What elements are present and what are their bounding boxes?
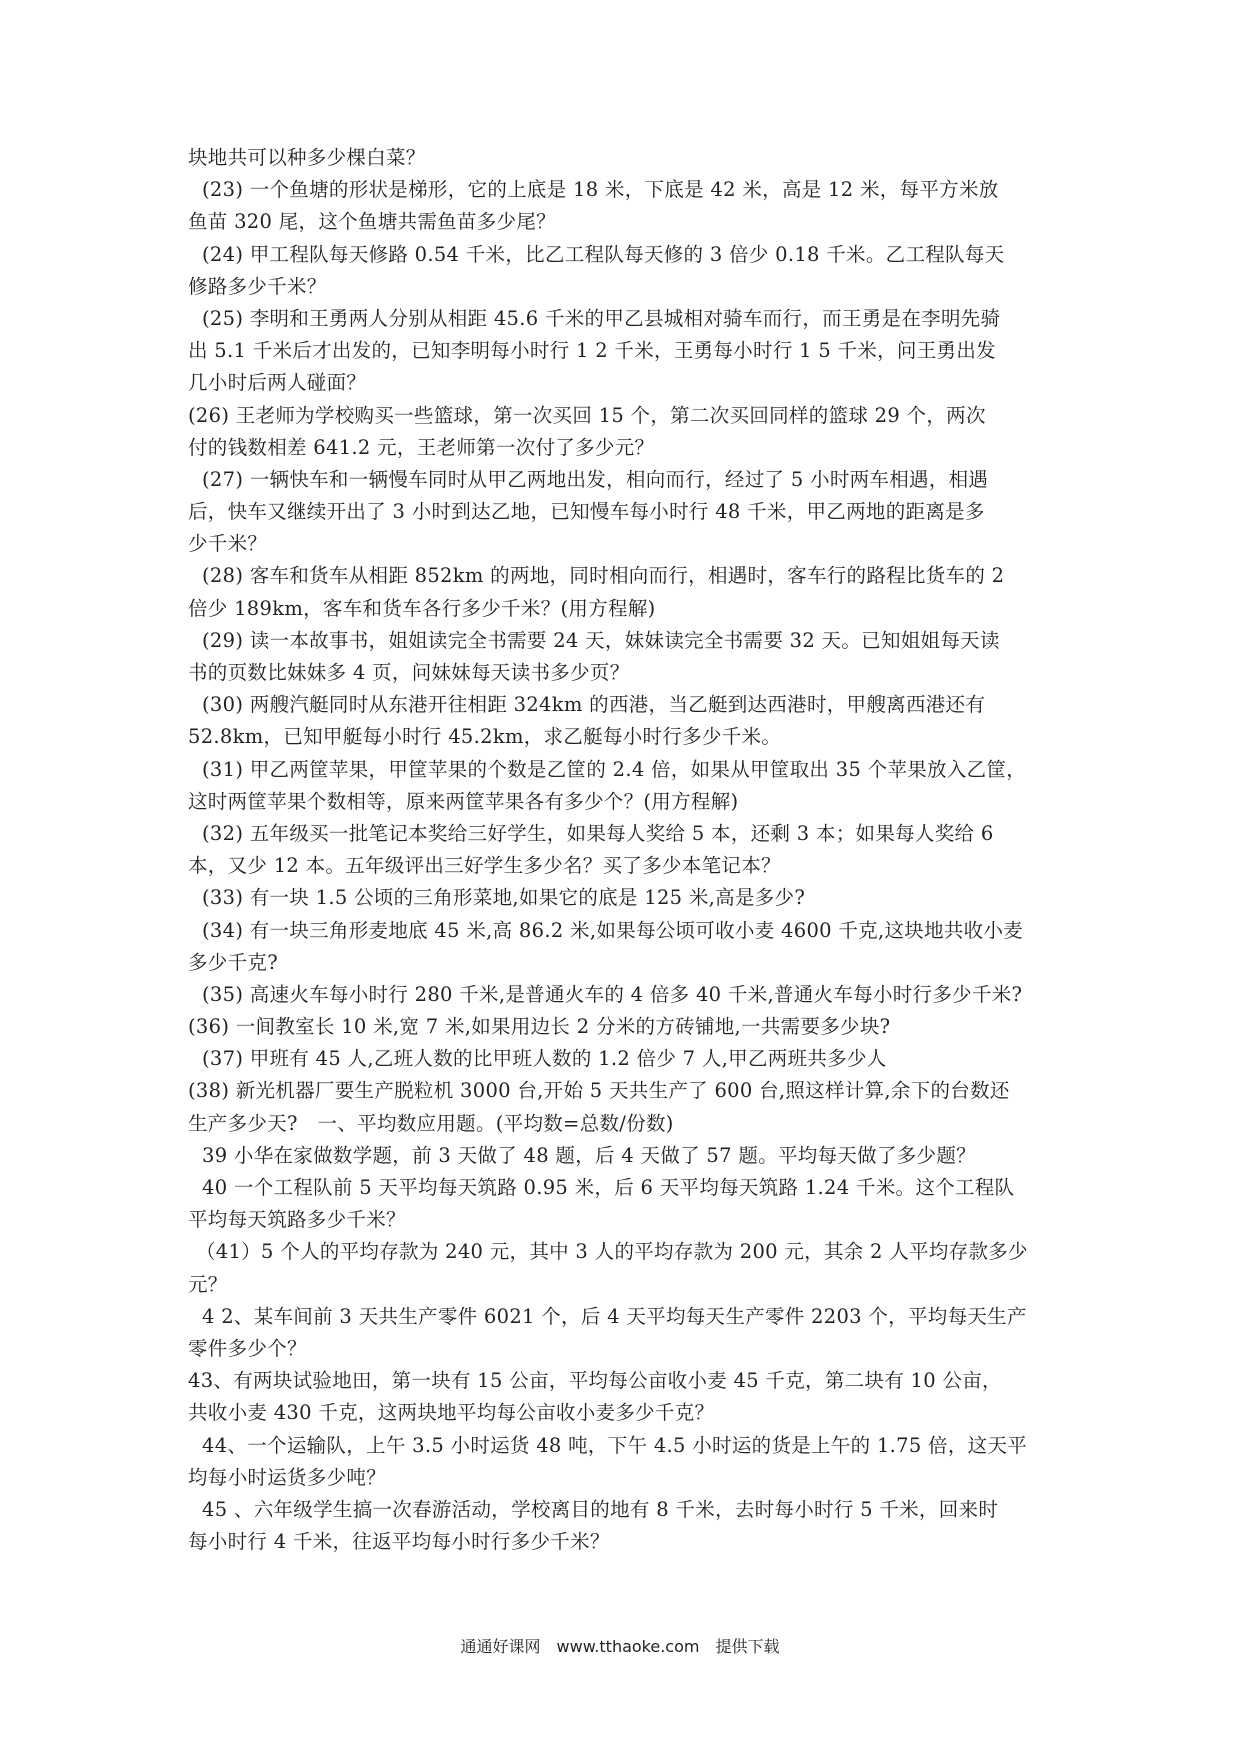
text-line: 块地共可以种多少棵白菜？ — [188, 146, 426, 169]
question-27: (27) 一辆快车和一辆慢车同时从甲乙两地出发，相向而行，经过了 5 小时两车相遇，相遇 — [202, 467, 989, 491]
question-29: (29) 读一本故事书，姐姐读完全书需要 24 天，妹妹读完全书需要 32 天。已知姐姐每天读 — [202, 628, 1000, 652]
question-35: (35) 高速火车每小时行 280 千米,是普通火车的 4 倍多 40 千米,普通火车每小时行多少千米? — [202, 982, 1023, 1006]
text-line: 书的页数比妹妹多 4 页，问妹妹每天读书多少页？ — [188, 661, 630, 684]
question-45: 45 、六年级学生搞一次春游活动，学校离目的地有 8 千米，去时每小时行 5 千米，回来时 — [202, 1497, 999, 1521]
text-line: 修路多少千米？ — [188, 274, 327, 298]
text-line: 每小时行 4 千米，往返平均每小时行多少千米？ — [188, 1530, 610, 1554]
text-line: 元？ — [188, 1272, 228, 1296]
text-line: 鱼苗 320 尾，这个鱼塘共需鱼苗多少尾？ — [188, 210, 556, 234]
text-line: 倍少 189km，客车和货车各行多少千米？(用方程解) — [188, 596, 656, 620]
text-line: 本，又少 12 本。五年级评出三好学生多少名？买了多少本笔记本？ — [188, 854, 781, 878]
question-40: 40 一个工程队前 5 天平均每天筑路 0.95 米，后 6 天平均每天筑路 1.24 千米。这个工程队 — [202, 1176, 1015, 1199]
text-line: 多少千克? — [188, 950, 278, 974]
text-line: 共收小麦 430 千克，这两块地平均每公亩收小麦多少千克？ — [188, 1401, 715, 1425]
question-32: (32) 五年级买一批笔记本奖给三好学生，如果每人奖给 5 本，还剩 3 本；如果每人奖给 6 — [202, 821, 994, 845]
text-line: 少千米？ — [188, 532, 268, 556]
text-line: 几小时后两人碰面？ — [188, 371, 367, 395]
text-line: 均每小时运货多少吨？ — [188, 1465, 387, 1489]
page-footer: 通通好课网 www.tthaoke.com 提供下载 — [460, 1637, 780, 1656]
question-28: (28) 客车和货车从相距 852km 的两地，同时相向而行，相遇时，客车行的路程比货车的 2 — [202, 564, 1005, 588]
question-30: (30) 两艘汽艇同时从东港开往相距 324km 的西港，当乙艇到达西港时，甲艘离西港还有 — [202, 693, 986, 717]
text-line: 零件多少个？ — [188, 1336, 307, 1360]
question-31: (31) 甲乙两筐苹果，甲筐苹果的个数是乙筐的 2.4 倍，如果从甲筐取出 35 个苹果放入乙筐， — [202, 757, 1027, 781]
text-line: 这时两筐苹果个数相等，原来两筐苹果各有多少个？(用方程解) — [188, 789, 739, 813]
text-line: 生产多少天? 一、平均数应用题。(平均数=总数/份数) — [188, 1111, 674, 1135]
text-line: 52.8km，已知甲艇每小时行 45.2km，求乙艇每小时行多少千米。 — [188, 725, 782, 749]
question-44: 44、一个运输队，上午 3.5 小时运货 48 吨，下午 4.5 小时运的货是上午的 1.75 倍，这天平 — [202, 1433, 1028, 1457]
question-39: 39 小华在家做数学题，前 3 天做了 48 题，后 4 天做了 57 题。平均每天做了多少题？ — [202, 1143, 976, 1167]
question-33: (33) 有一块 1.5 公顷的三角形菜地,如果它的底是 125 米,高是多少? — [202, 886, 806, 910]
question-25: (25) 李明和王勇两人分别从相距 45.6 千米的甲乙县城相对骑车而行，而王勇是在李明先骑 — [202, 306, 1001, 330]
text-line: 付的钱数相差 641.2 元，王老师第一次付了多少元？ — [188, 435, 655, 459]
text-line: 后，快车又继续开出了 3 小时到达乙地，已知慢车每小时行 48 千米，甲乙两地的距离是多 — [188, 500, 985, 524]
question-38: (38) 新光机器厂要生产脱粒机 3000 台,开始 5 天共生产了 600 台,照这样计算,余下的台数还 — [188, 1079, 1010, 1103]
question-23: (23) 一个鱼塘的形状是梯形，它的上底是 18 米，下底是 42 米，高是 12 米，每平方米放 — [202, 178, 999, 202]
text-line: 出 5.1 千米后才出发的，已知李明每小时行 1 2 千米，王勇每小时行 1 5 千米，问王勇出发 — [188, 339, 996, 363]
question-42: 4 2、某车间前 3 天共生产零件 6021 个，后 4 天平均每天生产零件 2203 个，平均每天生产 — [202, 1304, 1027, 1328]
question-43: 43、有两块试验地田，第一块有 15 公亩，平均每公亩收小麦 45 千克，第二块有 10 公亩， — [188, 1369, 1002, 1393]
question-41: （41）5 个人的平均存款为 240 元，其中 3 人的平均存款为 200 元，其余 2 人平均存款多少 — [196, 1240, 1028, 1264]
question-34: (34) 有一块三角形麦地底 45 米,高 86.2 米,如果每公顷可收小麦 4600 千克,这块地共收小麦 — [202, 918, 1024, 942]
text-line: 平均每天筑路多少千米？ — [188, 1208, 406, 1232]
document-body — [188, 142, 1062, 1558]
question-36: (36) 一间教室长 10 米,宽 7 米,如果用边长 2 分米的方砖铺地,一共需要多少块? — [188, 1015, 891, 1039]
question-26: (26) 王老师为学校购买一些篮球，第一次买回 15 个，第二次买回同样的篮球 29 个，两次 — [188, 403, 986, 427]
question-24: (24) 甲工程队每天修路 0.54 千米，比乙工程队每天修的 3 倍少 0.18 千米。乙工程队每天 — [202, 242, 1005, 266]
question-37: (37) 甲班有 45 人,乙班人数的比甲班人数的 1.2 倍少 7 人,甲乙两班共多少人 — [202, 1047, 887, 1071]
